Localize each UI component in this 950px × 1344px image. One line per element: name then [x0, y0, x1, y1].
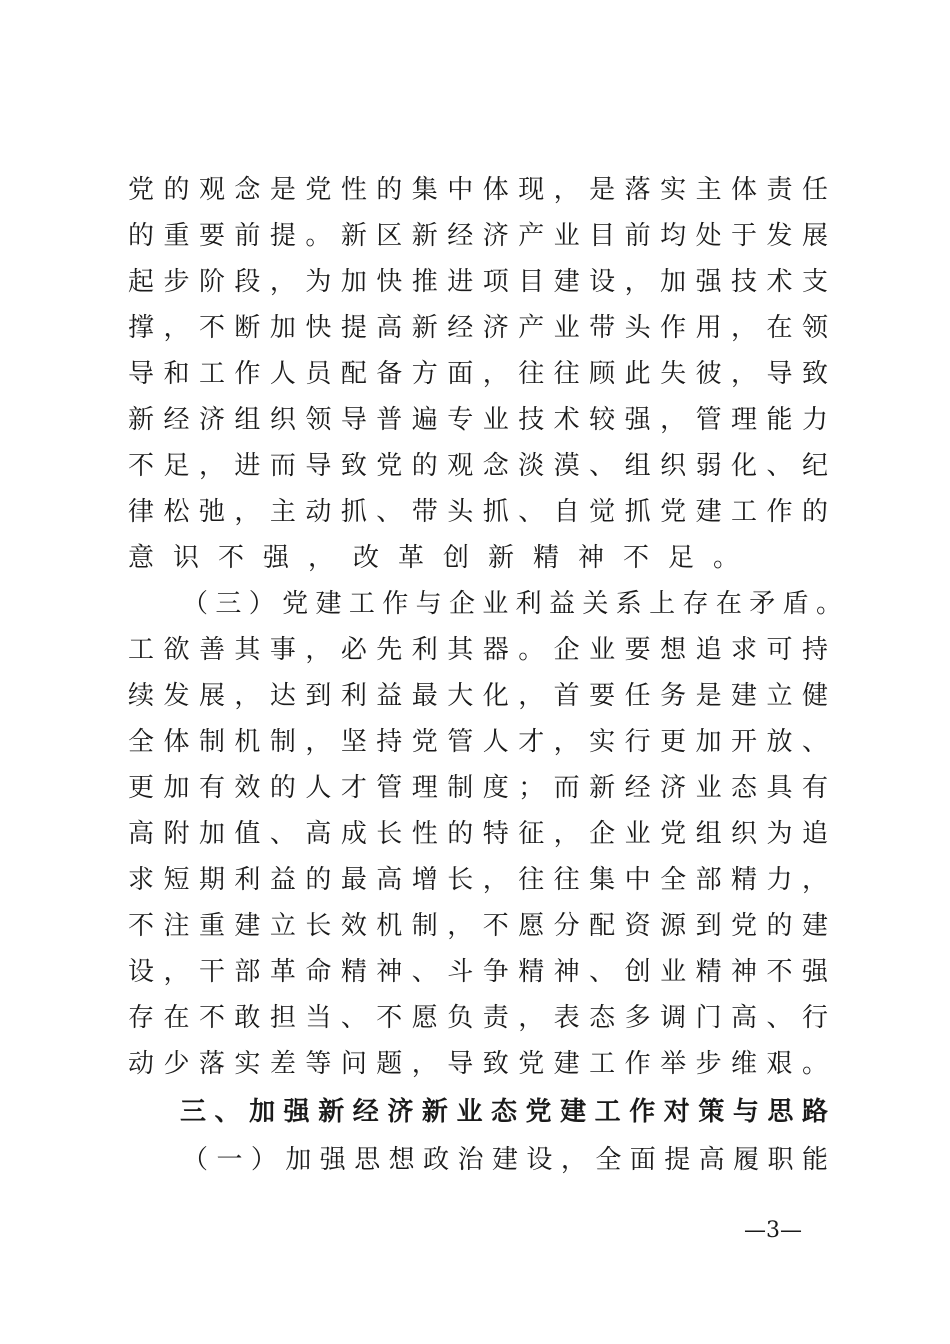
body-text-line: 全体制机制，坚持党管人才，实行更加开放、 [128, 727, 828, 757]
body-text-line: 不足，进而导致党的观念淡漠、组织弱化、纪 [128, 451, 828, 481]
section-subheading: （一）加强思想政治建设，全面提高履职能 [182, 1145, 828, 1175]
body-text-line: 高附加值、高成长性的特征，企业党组织为追 [128, 819, 828, 849]
body-text-line: 动少落实差等问题，导致党建工作举步维艰。 [128, 1049, 828, 1079]
body-text-line: 导和工作人员配备方面，往往顾此失彼，导致 [128, 359, 828, 389]
section-heading: 三、加强新经济新业态党建工作对策与思路 [180, 1097, 828, 1127]
body-text-line: 起步阶段，为加快推进项目建设，加强技术支 [128, 267, 828, 297]
body-text-line: 撑，不断加快提高新经济产业带头作用，在领 [128, 313, 828, 343]
body-text-line: 续发展，达到利益最大化，首要任务是建立健 [128, 681, 828, 711]
body-text-line: 的重要前提。新区新经济产业目前均处于发展 [128, 221, 828, 251]
body-text-line: 工欲善其事，必先利其器。企业要想追求可持 [128, 635, 828, 665]
body-text-line: 不注重建立长效机制，不愿分配资源到党的建 [128, 911, 828, 941]
page-number: —3— [744, 1218, 802, 1243]
body-text-line: 意识不强，改革创新精神不足。 [128, 543, 759, 573]
body-text-line: 设，干部革命精神、斗争精神、创业精神不强 [128, 957, 828, 987]
section-subheading: （三）党建工作与企业利益关系上存在矛盾。 [182, 589, 842, 619]
body-text-line: 新经济组织领导普遍专业技术较强，管理能力 [128, 405, 828, 435]
body-text-line: 存在不敢担当、不愿负责，表态多调门高、行 [128, 1003, 828, 1033]
body-text-line: 更加有效的人才管理制度；而新经济业态具有 [128, 773, 828, 803]
body-text-line: 求短期利益的最高增长，往往集中全部精力， [128, 865, 828, 895]
body-text-line: 律松弛，主动抓、带头抓、自觉抓党建工作的 [128, 497, 828, 527]
body-text-line: 党的观念是党性的集中体现，是落实主体责任 [128, 175, 828, 205]
